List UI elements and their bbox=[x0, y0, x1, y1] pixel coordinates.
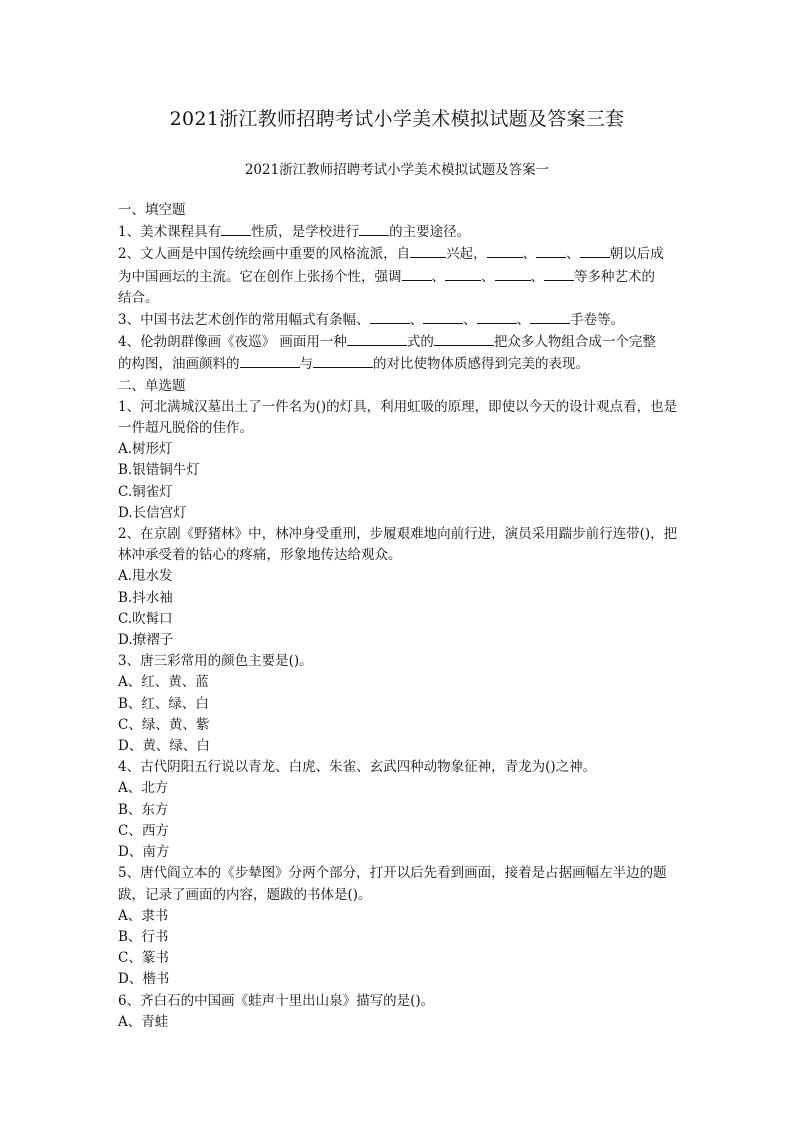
option-c: C、篆书 bbox=[118, 950, 169, 967]
answer-blank bbox=[477, 309, 517, 324]
text-segment: 、 bbox=[566, 246, 580, 263]
text-segment: 朝以后成 bbox=[609, 246, 664, 263]
option-b: B、东方 bbox=[118, 801, 169, 818]
question-text: 6、齐白石的中国画《蛙声十里出山泉》描写的是()。 bbox=[118, 992, 435, 1009]
answer-blank bbox=[445, 266, 481, 281]
document-body bbox=[118, 200, 680, 1033]
answer-blank bbox=[370, 309, 410, 324]
option-d: D.长信宫灯 bbox=[118, 504, 187, 521]
text-segment: 性质，是学校进行 bbox=[251, 224, 360, 241]
option-b: B、行书 bbox=[118, 928, 169, 945]
answer-blank bbox=[347, 331, 407, 346]
answer-blank bbox=[221, 221, 251, 236]
option-b: B.银错铜牛灯 bbox=[118, 462, 200, 479]
option-d: D.撩褶子 bbox=[118, 632, 174, 649]
option-a: A、红、黄、蓝 bbox=[118, 674, 209, 691]
text-segment: 把众多人物组合成一个完整 bbox=[493, 334, 656, 351]
text-segment: 、 bbox=[463, 312, 477, 329]
answer-blank bbox=[402, 266, 432, 281]
answer-blank bbox=[544, 266, 574, 281]
text-segment: 、 bbox=[409, 312, 424, 329]
option-c: C.铜雀灯 bbox=[118, 483, 173, 500]
answer-blank bbox=[536, 243, 566, 258]
text-segment: 、 bbox=[481, 268, 495, 285]
text-segment: 的对比使物体质感得到完美的表现。 bbox=[373, 356, 589, 373]
option-b: B、红、绿、白 bbox=[118, 695, 209, 712]
text-segment: 与 bbox=[299, 356, 313, 373]
option-c: C.吹髯口 bbox=[118, 610, 173, 627]
fill-question-2-line-1 bbox=[118, 243, 680, 265]
option-c: C、西方 bbox=[118, 822, 169, 839]
question-text: 4、古代阴阳五行说以青龙、白虎、朱雀、玄武四种动物象征神，青龙为()之神。 bbox=[118, 759, 597, 776]
option-a: A.甩水发 bbox=[118, 568, 173, 585]
question-text: 5、唐代阎立本的《步辇图》分两个部分，打开以后先看到画面，接着是占据画幅左半边的题跋，记录了画面的内容，题跋的书体是()。 bbox=[118, 865, 667, 903]
text-segment: 、 bbox=[516, 312, 531, 329]
option-a: A、北方 bbox=[118, 780, 169, 797]
document-subtitle: 2021浙江教师招聘考试小学美术模拟试题及答案一 bbox=[244, 162, 550, 178]
question-text: 2、在京剧《野猪林》中，林冲身受重刑，步履艰难地向前行进，演员采用踹步前行连带()，把林冲承受着的钻心的疼痛，形象地传达给观众。 bbox=[118, 526, 678, 564]
text-segment: 4、伦勃朗群像画《夜巡》 画面用一种 bbox=[118, 334, 347, 351]
document-title: 2021浙江教师招聘考试小学美术模拟试题及答案三套 bbox=[169, 108, 625, 130]
text-segment: 、 bbox=[522, 246, 537, 263]
answer-blank bbox=[359, 221, 389, 236]
text-segment: 、 bbox=[431, 268, 445, 285]
answer-blank bbox=[487, 243, 523, 258]
option-d: D、黄、绿、白 bbox=[118, 738, 210, 755]
text-segment: 为中国画坛的主流。它在创作上张扬个性，强调 bbox=[118, 268, 402, 285]
answer-blank bbox=[423, 309, 463, 324]
fill-question-1 bbox=[118, 221, 680, 243]
answer-blank bbox=[580, 243, 610, 258]
text-segment: 手卷等。 bbox=[570, 312, 625, 329]
text-segment: 等多种艺术的 bbox=[574, 268, 655, 285]
answer-blank bbox=[530, 309, 570, 324]
text-segment: 兴起， bbox=[446, 246, 487, 263]
fill-question-3 bbox=[118, 309, 680, 331]
fill-question-4-line-1 bbox=[118, 331, 680, 353]
option-a: A.树形灯 bbox=[118, 441, 173, 458]
answer-blank bbox=[240, 353, 300, 368]
option-d: D、楷书 bbox=[118, 971, 170, 988]
section-heading-fill-blank: 一、填空题 bbox=[118, 202, 186, 218]
section-heading-single-choice: 二、单选题 bbox=[118, 377, 186, 394]
option-c: C、绿、黄、紫 bbox=[118, 716, 210, 733]
answer-blank bbox=[434, 331, 494, 346]
fill-question-2-line-3: 结合。 bbox=[118, 289, 159, 306]
option-b: B.抖水袖 bbox=[118, 589, 173, 606]
answer-blank bbox=[495, 266, 531, 281]
question-text: 1、河北满城汉墓出土了一件名为()的灯具，利用虹吸的原理，即使以今天的设计观点看，也是一件超凡脱俗的佳作。 bbox=[118, 398, 678, 437]
question-text: 3、唐三彩常用的颜色主要是()。 bbox=[118, 653, 313, 670]
answer-blank bbox=[313, 353, 373, 368]
text-segment: 2、文人画是中国传统绘画中重要的风格流派，自 bbox=[118, 246, 411, 263]
fill-question-2-line-2 bbox=[118, 266, 680, 288]
option-a: A、青蛙 bbox=[118, 1013, 169, 1030]
text-segment: 的构图，油画颜料的 bbox=[118, 356, 240, 373]
option-d: D、南方 bbox=[118, 844, 170, 861]
text-segment: 1、美术课程具有 bbox=[118, 224, 222, 241]
text-segment: 3、中国书法艺术创作的常用幅式有条幅、 bbox=[118, 312, 370, 329]
text-segment: 式的 bbox=[406, 334, 434, 351]
option-a: A、隶书 bbox=[118, 907, 169, 924]
text-segment: 、 bbox=[530, 268, 544, 285]
fill-question-4-line-2 bbox=[118, 353, 680, 375]
text-segment: 的主要途径。 bbox=[389, 224, 471, 241]
answer-blank bbox=[410, 243, 446, 258]
